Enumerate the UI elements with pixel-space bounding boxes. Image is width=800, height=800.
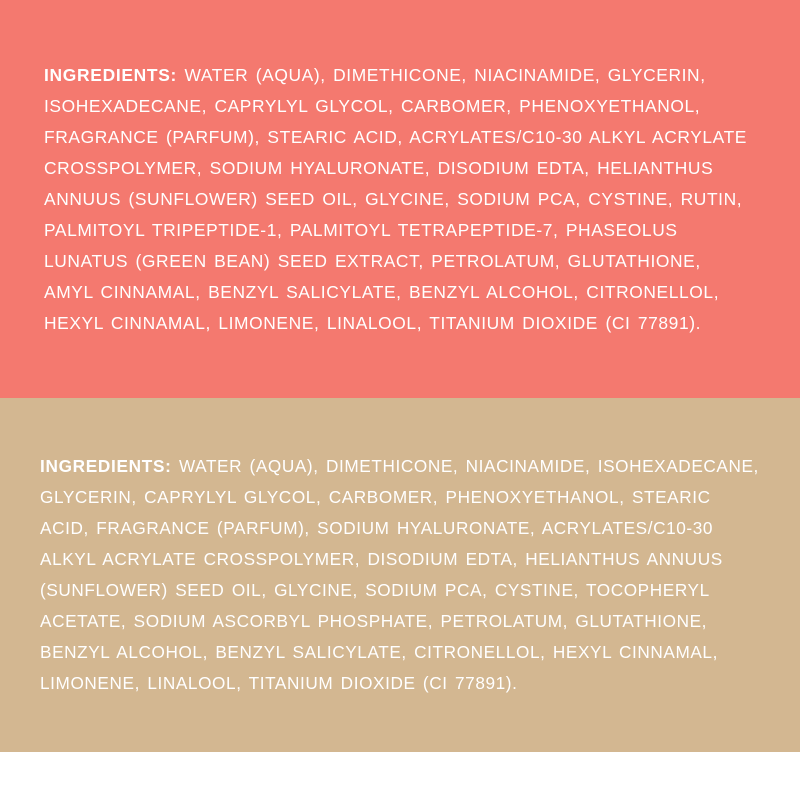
- ingredients-paragraph-secondary: [40, 451, 760, 699]
- ingredients-label-heading-primary: INGREDIENTS:: [44, 64, 178, 85]
- ingredients-list-secondary: WATER (AQUA), DIMETHICONE, NIACINAMIDE, ISOHEXADECANE, GLYCERIN, CAPRYLYL GLYCOL, CARBOMER, PHENOXYETHANOL, STEARIC ACID, FRAGRANCE (PARFUM), SODIUM HYALURONATE, ACRYLATES/C10-30 ALKYL ACRYLATE CROSSPOLYMER, DISODIUM EDTA, HELIANTHUS ANNUUS (SUNFLOWER) SEED OIL, GLYCINE, SODIUM PCA, CYSTINE, TOCOPHERYL ACETATE, SODIUM ASCORBYL PHOSPHATE, PETROLATUM, GLUTATHIONE, BENZYL ALCOHOL, BENZYL SALICYLATE, CITRONELLOL, HEXYL CINNAMAL, LIMONENE, LINALOOL, TITANIUM DIOXIDE (CI 77891).: [40, 456, 759, 693]
- ingredients-panel-secondary: [0, 398, 800, 752]
- bottom-spacer: [0, 752, 800, 800]
- ingredients-panel-primary: [0, 0, 800, 398]
- ingredients-paragraph-primary: [44, 60, 756, 339]
- ingredients-label-heading-secondary: INGREDIENTS:: [40, 456, 172, 476]
- ingredients-list-primary: WATER (AQUA), DIMETHICONE, NIACINAMIDE, GLYCERIN, ISOHEXADECANE, CAPRYLYL GLYCOL, CARBOMER, PHENOXYETHANOL, FRAGRANCE (PARFUM), STEARIC ACID, ACRYLATES/C10-30 ALKYL ACRYLATE CROSSPOLYMER, SODIUM HYALURONATE, DISODIUM EDTA, HELIANTHUS ANNUUS (SUNFLOWER) SEED OIL, GLYCINE, SODIUM PCA, CYSTINE, RUTIN, PALMITOYL TRIPEPTIDE-1, PALMITOYL TETRAPEPTIDE-7, PHASEOLUS LUNATUS (GREEN BEAN) SEED EXTRACT, PETROLATUM, GLUTATHIONE, AMYL CINNAMAL, BENZYL SALICYLATE, BENZYL ALCOHOL, CITRONELLOL, HEXYL CINNAMAL, LIMONENE, LINALOOL, TITANIUM DIOXIDE (CI 77891).: [44, 64, 748, 333]
